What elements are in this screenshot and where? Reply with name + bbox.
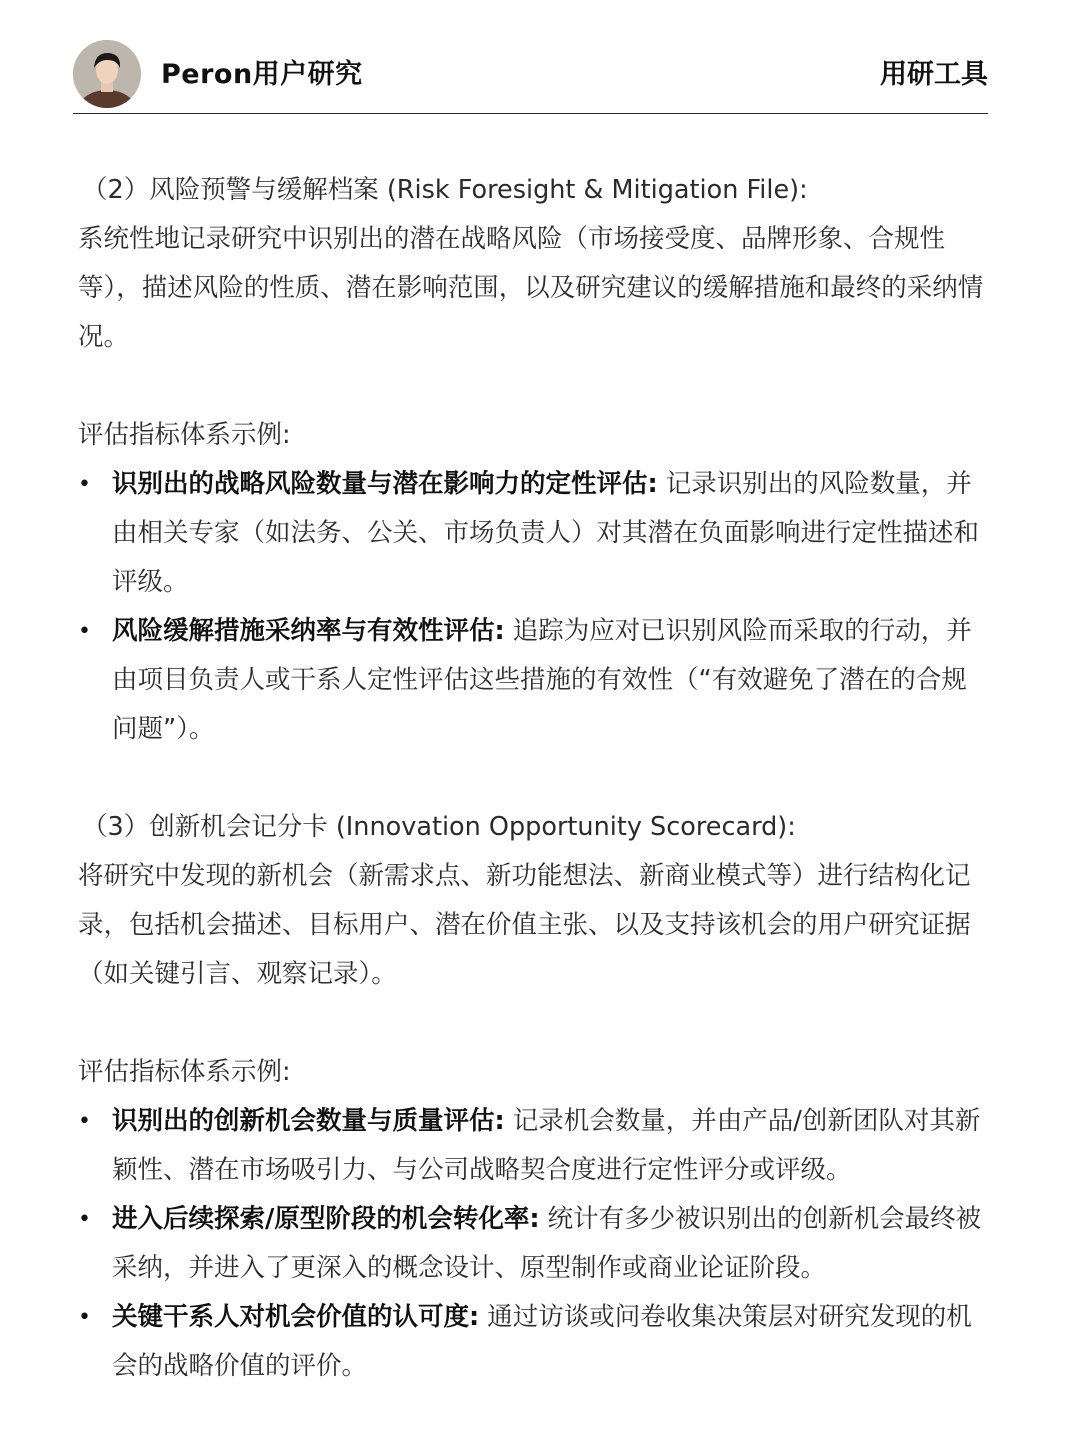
item-text: 追踪为应对已识别风险而采取的行动，并由项目负责人或干系人定性评估这些措施的有效性（“有效避免了潜在的合规问题”）。 bbox=[112, 616, 972, 744]
item-title: 识别出的战略风险数量与潜在影响力的定性评估: bbox=[112, 469, 658, 499]
item-title: 识别出的创新机会数量与质量评估: bbox=[112, 1106, 505, 1136]
bullet-icon: • bbox=[78, 1305, 91, 1330]
article-body bbox=[78, 166, 990, 1391]
list-item bbox=[78, 460, 990, 607]
list-item bbox=[78, 1293, 990, 1391]
bullet-icon: • bbox=[78, 472, 91, 497]
bullet-icon: • bbox=[78, 619, 91, 644]
item-text: 统计有多少被识别出的创新机会最终被采纳，并进入了更深入的概念设计、原型制作或商业论证阶段。 bbox=[112, 1204, 982, 1283]
item-title: 进入后续探索/原型阶段的机会转化率: bbox=[112, 1204, 540, 1234]
post-header bbox=[73, 30, 988, 114]
item-title: 风险缓解措施采纳率与有效性评估: bbox=[112, 616, 505, 646]
section-2-title: （2）风险预警与缓解档案 (Risk Foresight & Mitigation File): bbox=[82, 175, 808, 205]
item-text: 记录机会数量，并由产品/创新团队对其新颖性、潜在市场吸引力、与公司战略契合度进行定性评分或评级。 bbox=[112, 1106, 981, 1185]
section-3-metrics-list bbox=[78, 1097, 990, 1391]
list-item bbox=[78, 607, 990, 754]
section-2-metrics-list bbox=[78, 460, 990, 754]
section-3-description: 将研究中发现的新机会（新需求点、新功能想法、新商业模式等）进行结构化记录，包括机会描述、目标用户、潜在价值主张、以及支持该机会的用户研究证据（如关键引言、观察记录）。 bbox=[78, 861, 971, 989]
list-item bbox=[78, 1097, 990, 1195]
item-text: 记录识别出的风险数量，并由相关专家（如法务、公关、市场负责人）对其潜在负面影响进行定性描述和评级。 bbox=[112, 469, 980, 597]
item-text: 通过访谈或问卷收集决策层对研究发现的机会的战略价值的评价。 bbox=[112, 1302, 972, 1381]
author-avatar[interactable] bbox=[73, 40, 141, 108]
item-title: 关键干系人对机会价值的认可度: bbox=[112, 1302, 480, 1332]
bullet-icon: • bbox=[78, 1109, 91, 1134]
author-name[interactable]: Peron用户研究 bbox=[161, 59, 363, 90]
bullet-icon: • bbox=[78, 1207, 91, 1232]
category-tag[interactable]: 用研工具 bbox=[880, 59, 988, 90]
section-3-metrics-heading: 评估指标体系示例: bbox=[78, 1057, 291, 1087]
list-item bbox=[78, 1195, 990, 1293]
section-2-description: 系统性地记录研究中识别出的潜在战略风险（市场接受度、品牌形象、合规性等），描述风险的性质、潜在影响范围，以及研究建议的缓解措施和最终的采纳情况。 bbox=[78, 224, 984, 352]
section-3-title: （3）创新机会记分卡 (Innovation Opportunity Scorecard): bbox=[82, 812, 796, 842]
section-2-metrics-heading: 评估指标体系示例: bbox=[78, 420, 291, 450]
